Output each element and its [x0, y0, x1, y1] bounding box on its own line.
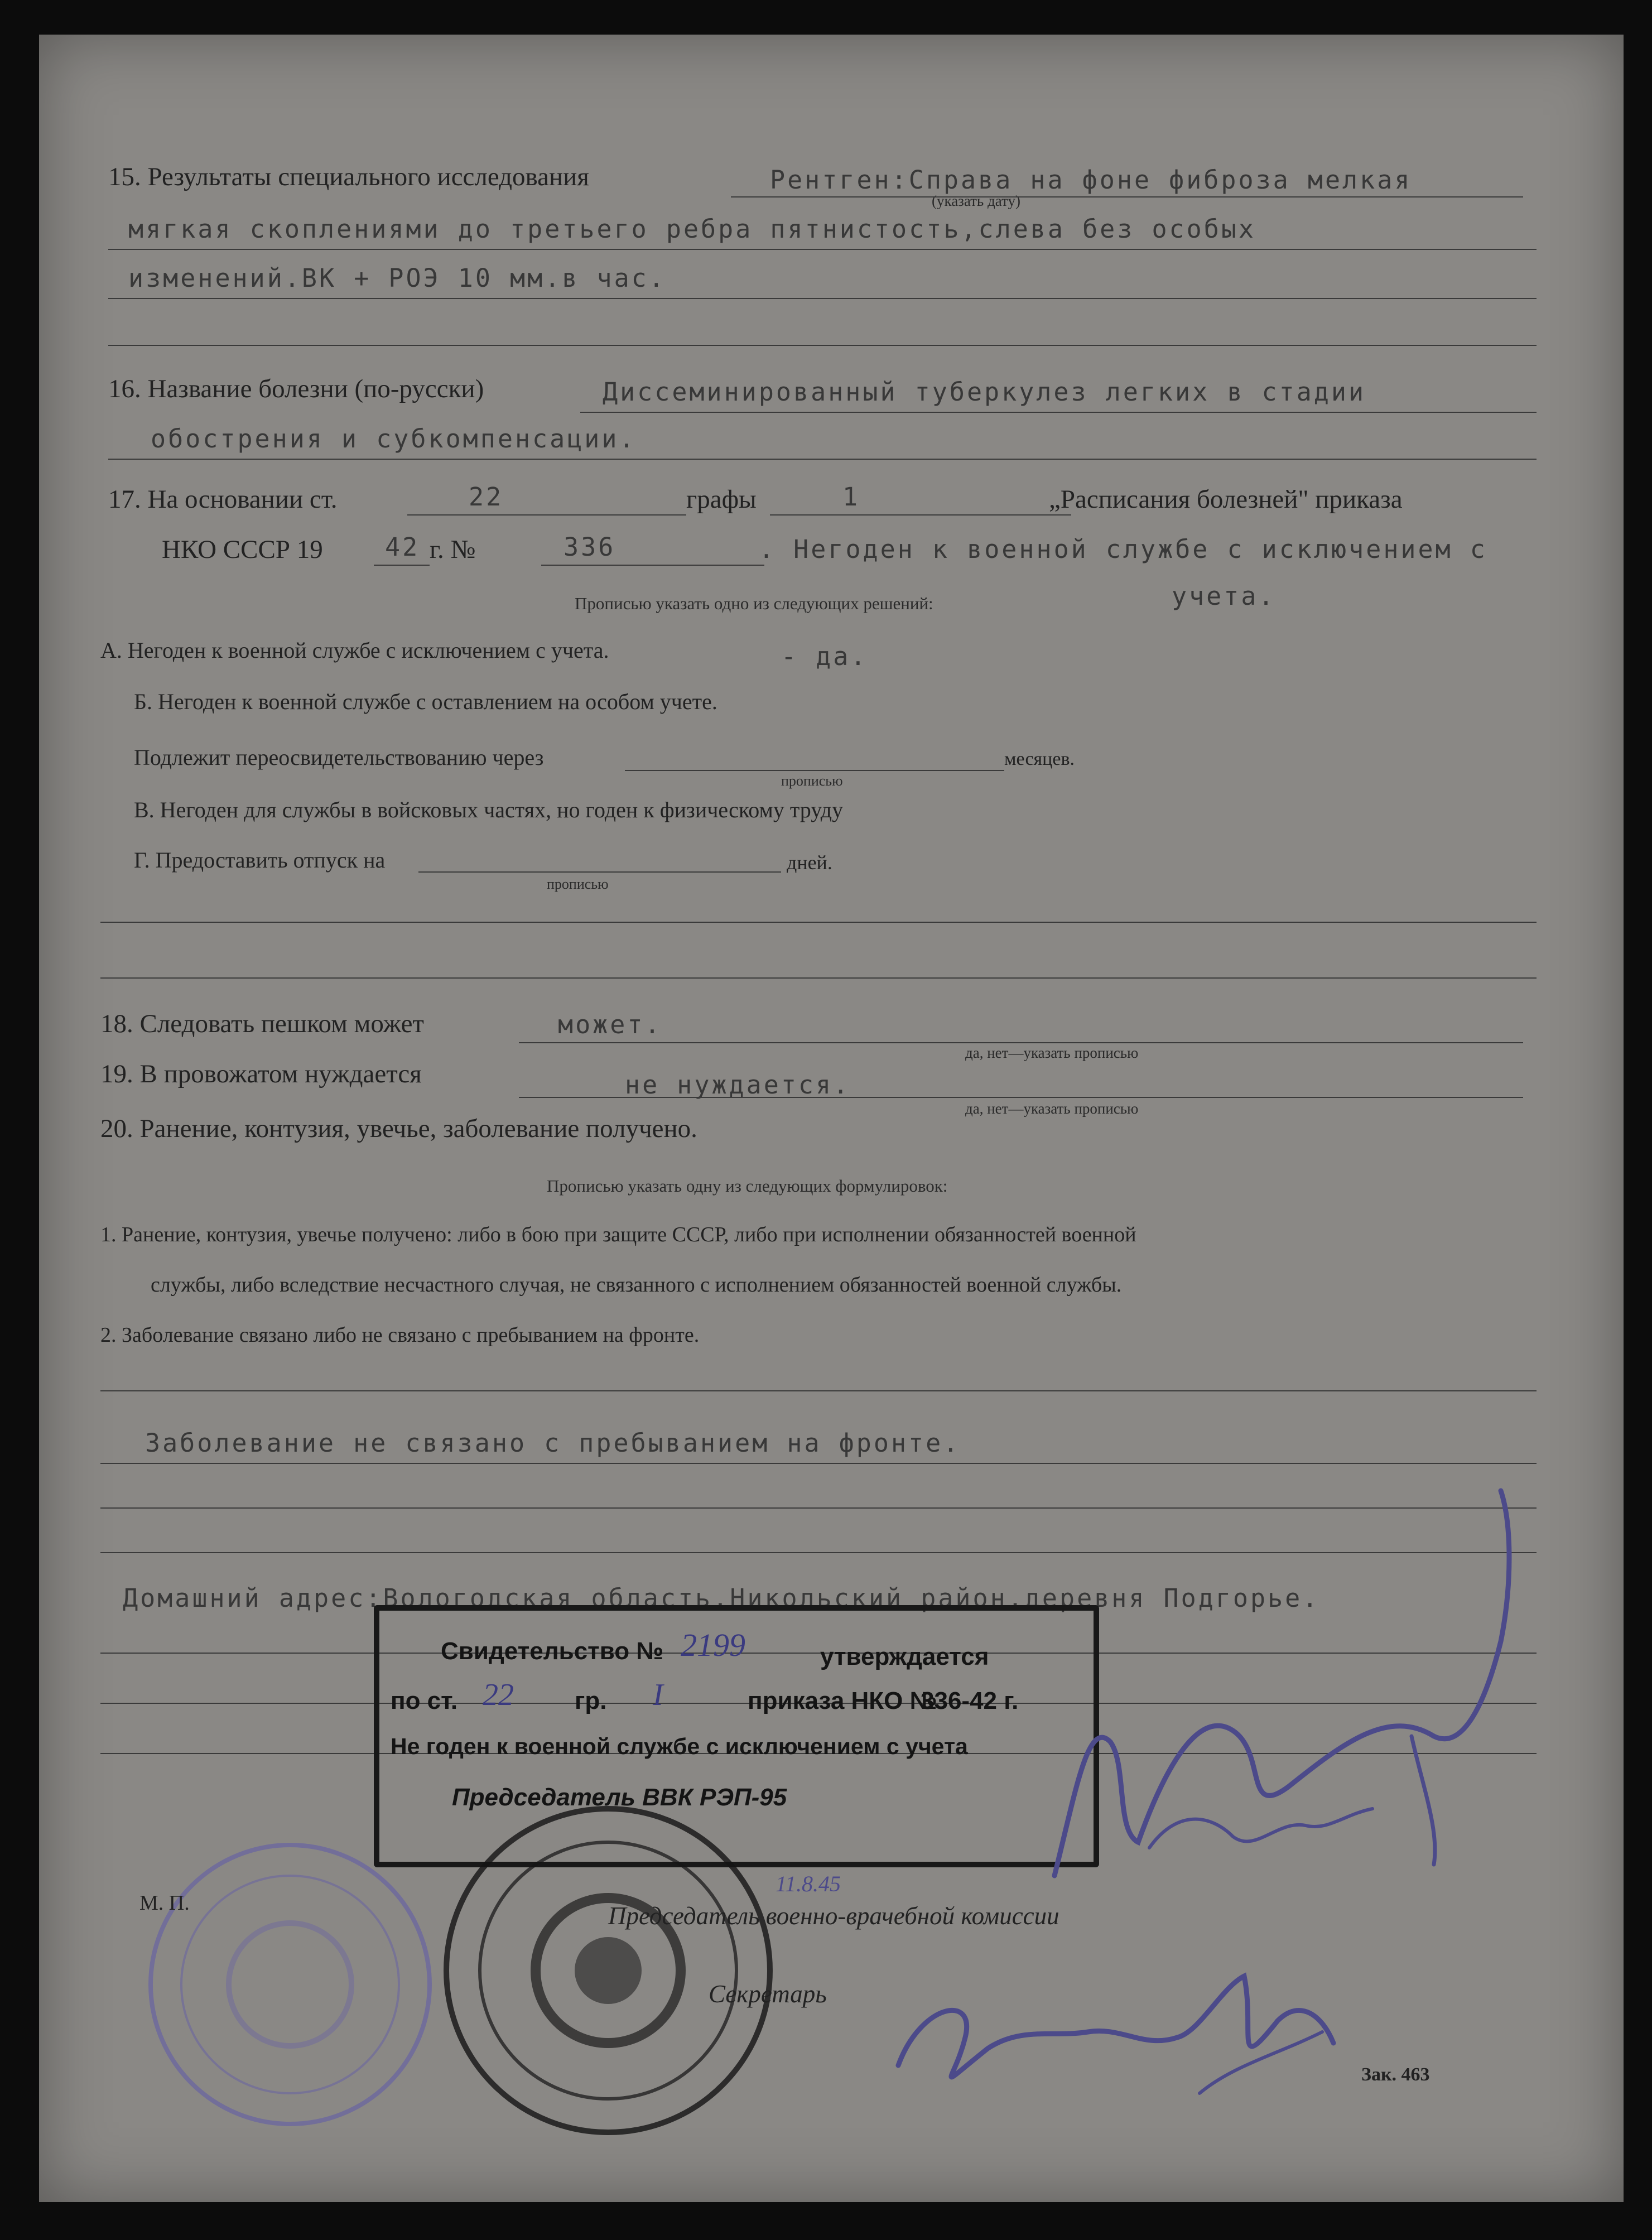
rule — [407, 514, 686, 516]
black-round-seal — [430, 1792, 787, 2160]
leave-caption: прописью — [547, 876, 609, 892]
decision-a: А. Негоден к военной службе с исключением с учета. — [100, 638, 609, 663]
item-15-date-caption: (указать дату) — [932, 192, 1020, 209]
rule — [770, 514, 1071, 516]
item-15-typed-line-3: изменений.ВК + РОЭ 10 мм.в час. — [128, 263, 666, 293]
rule — [108, 459, 1537, 460]
violet-round-seal — [134, 1837, 446, 2132]
stamp-line-1-number: 2199 — [681, 1627, 745, 1663]
formulation-1a: 1. Ранение, контузия, увечье получено: либо в бою при защите СССР, либо при исполнении обязанностей военной — [100, 1223, 1136, 1246]
handwritten-name — [1144, 1798, 1378, 1865]
decision-v: В. Негоден для службы в войсковых частях, но годен к физическому труду — [134, 797, 844, 822]
handwritten-date: 11.8.45 — [776, 1871, 841, 1896]
rule — [100, 1390, 1537, 1391]
stamp-line-1-tail: утверждается — [820, 1643, 989, 1670]
rule — [100, 1463, 1537, 1464]
document-page — [39, 35, 1624, 2202]
stamp-line-2-article: 22 — [483, 1678, 514, 1712]
reexam-caption: прописью — [781, 773, 843, 789]
item-17-year: 42 — [385, 532, 420, 562]
rule — [108, 249, 1537, 250]
stamp-line-2-c: приказа НКО № — [748, 1687, 937, 1714]
rule — [108, 298, 1537, 299]
item-16-label: 16. Название болезни (по-русски) — [108, 374, 484, 403]
rule — [100, 977, 1537, 979]
item-17-text-1: 17. На основании ст. — [108, 485, 338, 514]
rule — [731, 196, 1523, 197]
item-15-typed-line-2: мягкая скоплениями до третьего ребра пятнистость,слева без особых — [128, 214, 1256, 244]
item-17-article: 22 — [469, 482, 504, 512]
item-18-label: 18. Следовать пешком может — [100, 1009, 424, 1038]
item-17-decision-typed-1: . Негоден к военной службе с исключением с — [759, 534, 1487, 564]
item-18-caption: да, нет—указать прописью — [965, 1044, 1139, 1061]
item-15-label: 15. Результаты специального исследования — [108, 162, 589, 191]
stamp-line-1-label: Свидетельство № — [441, 1637, 664, 1665]
decision-g: Г. Предоставить отпуск на — [134, 847, 386, 873]
stamp-line-2-b: гр. — [575, 1687, 607, 1714]
rule — [100, 922, 1537, 923]
decision-b: Б. Негоден к военной службе с оставлением на особом учете. — [134, 689, 717, 714]
item-16-typed-line-1: Диссеминированный туберкулез легких в стадии — [603, 377, 1366, 407]
chairman-label: Председатель военно-врачебной комиссии — [608, 1902, 1059, 1930]
secretary-label: Секретарь — [709, 1980, 827, 2008]
rule — [519, 1042, 1523, 1043]
stamp-line-3: Не годен к военной службе с исключением с учета — [391, 1733, 968, 1759]
stamp-line-2-column: I — [653, 1678, 663, 1712]
seal-place-mark: М. П. — [139, 1891, 190, 1915]
order-number: Зак. 463 — [1361, 2064, 1430, 2085]
formulation-1b: службы, либо вследствие несчастного случая, не связанного с исполнением обязанностей военной службы. — [151, 1273, 1122, 1297]
item-17-text-5: г. № — [430, 535, 476, 564]
stamp-line-4: Председатель ВВК РЭП-95 — [452, 1784, 787, 1811]
item-20-caption: Прописью указать одну из следующих формулировок: — [547, 1176, 948, 1196]
item-19-label: 19. В провожатом нуждается — [100, 1059, 422, 1088]
decision-g-days: дней. — [787, 851, 832, 874]
item-17-decision-typed-2: учета. — [1172, 581, 1276, 611]
reexam-months: месяцев. — [1004, 749, 1075, 769]
item-20-answer: Заболевание не связано с пребыванием на фронте. — [145, 1428, 961, 1458]
signature-secretary — [887, 1954, 1345, 2121]
rule — [541, 565, 764, 566]
decision-a-mark: - да. — [781, 642, 868, 671]
reexam-text: Подлежит переосвидетельствованию через — [134, 745, 544, 770]
item-16-typed-line-2: обострения и субкомпенсации. — [151, 424, 637, 454]
rule — [374, 565, 430, 566]
item-17-column: 1 — [842, 482, 860, 512]
item-19-caption: да, нет—указать прописью — [965, 1100, 1139, 1117]
rule — [580, 412, 1537, 413]
rule — [519, 1097, 1523, 1098]
item-17-text-3: „Расписания болезней" приказа — [1049, 485, 1403, 514]
item-17-text-4: НКО СССР 19 — [162, 535, 323, 564]
stamp-line-2-number: 336-42 г. — [921, 1687, 1019, 1714]
item-20-label: 20. Ранение, контузия, увечье, заболевание получено. — [100, 1114, 697, 1143]
rule — [108, 345, 1537, 346]
item-19-value: не нуждается. — [625, 1070, 851, 1100]
item-17-text-2: графы — [686, 485, 757, 514]
rule — [418, 871, 781, 873]
decisions-caption: Прописью указать одно из следующих решений: — [575, 594, 933, 613]
formulation-2: 2. Заболевание связано либо не связано с пребыванием на фронте. — [100, 1323, 700, 1347]
home-address: Домашний адрес:Вологодская область,Никольский район,деревня Подгорье. — [123, 1583, 1320, 1613]
item-18-value: может. — [558, 1010, 662, 1039]
rule — [625, 770, 1004, 771]
stamp-line-2-a: по ст. — [391, 1687, 458, 1714]
item-17-order-number: 336 — [563, 532, 616, 562]
item-15-typed-line-1: Рентген:Справа на фоне фиброза мелкая — [770, 165, 1412, 195]
